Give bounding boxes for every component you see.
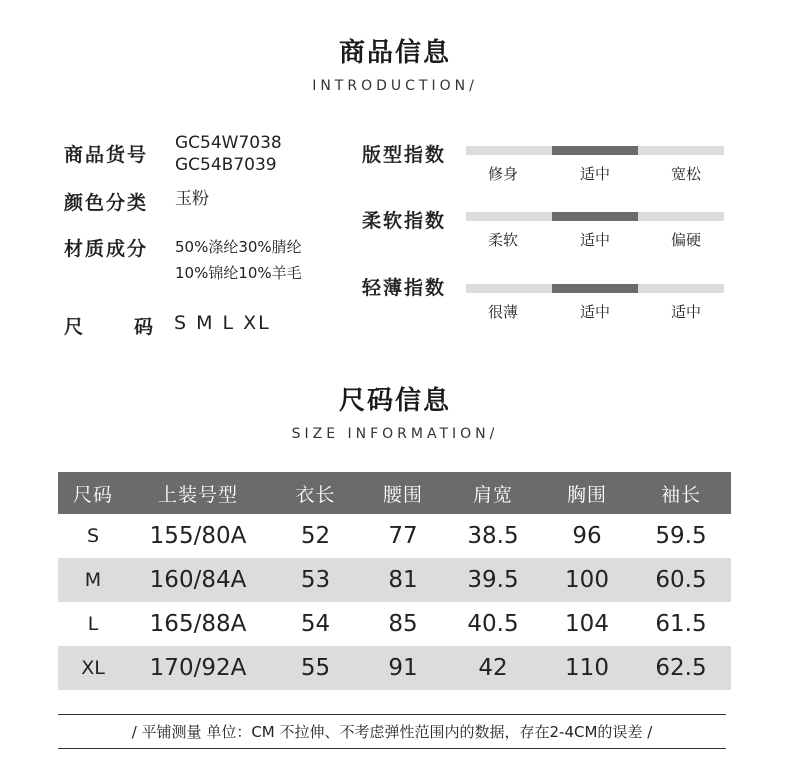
cell-size: S (86, 525, 100, 547)
size-values: S M L XL (174, 312, 271, 334)
softness-index-tick: 适中 (579, 231, 610, 249)
fit-index-tick: 修身 (487, 165, 518, 183)
cell-chest: 96 (572, 523, 602, 549)
cell-length: 53 (268, 558, 363, 602)
material-line-2: 10%锦纶10%羊毛 (175, 264, 302, 282)
thickness-index-bar (466, 284, 724, 293)
header-spec: 上装号型 (128, 472, 268, 514)
color-value: 玉粉 (175, 189, 209, 209)
size-table-header (58, 472, 731, 514)
thickness-index-level (552, 284, 638, 293)
note-bottom-divider (58, 748, 726, 749)
softness-index-tick: 偏硬 (670, 231, 701, 249)
cell-shoulder: 39.5 (443, 558, 543, 602)
thickness-index-tick: 适中 (670, 303, 701, 321)
cell-spec: 160/84A (128, 558, 268, 602)
fit-index-level (552, 146, 638, 155)
softness-index-label: 柔软指数 (362, 210, 447, 232)
measurement-note: / 平铺测量 单位：CM 不拉伸、不考虑弹性范围内的数据，存在2-4CM的误差 / (131, 723, 653, 741)
item-no-value-1: GC54W7038 (175, 133, 282, 153)
cell-waist: 81 (363, 558, 443, 602)
thickness-index-tick: 很薄 (487, 303, 518, 321)
cell-waist: 91 (363, 646, 443, 690)
product-info-title: 商品信息 (338, 38, 451, 68)
cell-spec: 170/92A (128, 646, 268, 690)
header-shoulder: 肩宽 (443, 472, 543, 514)
cell-size: L (87, 613, 99, 635)
softness-index-tick: 柔软 (487, 231, 518, 249)
item-no-value-2: GC54B7039 (175, 155, 277, 175)
cell-chest: 110 (543, 646, 631, 690)
header-sleeve: 袖长 (631, 472, 731, 514)
table-row (58, 558, 731, 602)
cell-waist: 85 (388, 611, 418, 637)
cell-shoulder: 38.5 (467, 523, 519, 549)
cell-size: M (58, 558, 128, 602)
size-table (58, 472, 731, 690)
material-label: 材质成分 (64, 238, 149, 260)
color-label: 颜色分类 (64, 192, 149, 214)
cell-size: XL (58, 646, 128, 690)
fit-index-label: 版型指数 (362, 144, 447, 166)
fit-index-tick: 宽松 (670, 165, 701, 183)
material-line-1: 50%涤纶30%腈纶 (175, 238, 302, 256)
cell-sleeve: 61.5 (655, 611, 707, 637)
thickness-index-tick: 适中 (579, 303, 610, 321)
cell-length: 52 (300, 523, 331, 549)
cell-sleeve: 60.5 (631, 558, 731, 602)
table-row (58, 514, 731, 558)
softness-index-level (552, 212, 638, 221)
header-chest: 胸围 (543, 472, 631, 514)
size-info-title: 尺码信息 (338, 386, 451, 416)
cell-sleeve: 59.5 (655, 523, 707, 549)
material-values (175, 234, 302, 286)
cell-chest: 100 (543, 558, 631, 602)
header-waist: 腰围 (363, 472, 443, 514)
header-length: 衣长 (268, 472, 363, 514)
item-no-label: 商品货号 (64, 144, 149, 166)
size-info-subtitle: SIZE INFORMATION/ (291, 426, 499, 442)
cell-sleeve: 62.5 (631, 646, 731, 690)
cell-waist: 77 (388, 523, 418, 549)
fit-index-bar (466, 146, 724, 155)
cell-chest: 104 (565, 611, 609, 637)
size-label-char-2: 码 (134, 316, 154, 338)
table-row (58, 646, 731, 690)
note-top-divider (58, 714, 726, 715)
table-row (58, 602, 731, 646)
item-no-values (175, 132, 282, 176)
cell-length: 54 (300, 611, 331, 637)
fit-index-tick: 适中 (579, 165, 610, 183)
product-info-subtitle: INTRODUCTION/ (312, 78, 478, 94)
header-size: 尺码 (58, 472, 128, 514)
cell-spec: 155/80A (149, 523, 247, 549)
cell-spec: 165/88A (149, 611, 247, 637)
cell-shoulder: 40.5 (467, 611, 519, 637)
cell-shoulder: 42 (443, 646, 543, 690)
size-label (64, 312, 154, 339)
softness-index-bar (466, 212, 724, 221)
cell-length: 55 (268, 646, 363, 690)
thickness-index-label: 轻薄指数 (362, 277, 447, 299)
size-label-char-1: 尺 (64, 316, 84, 338)
